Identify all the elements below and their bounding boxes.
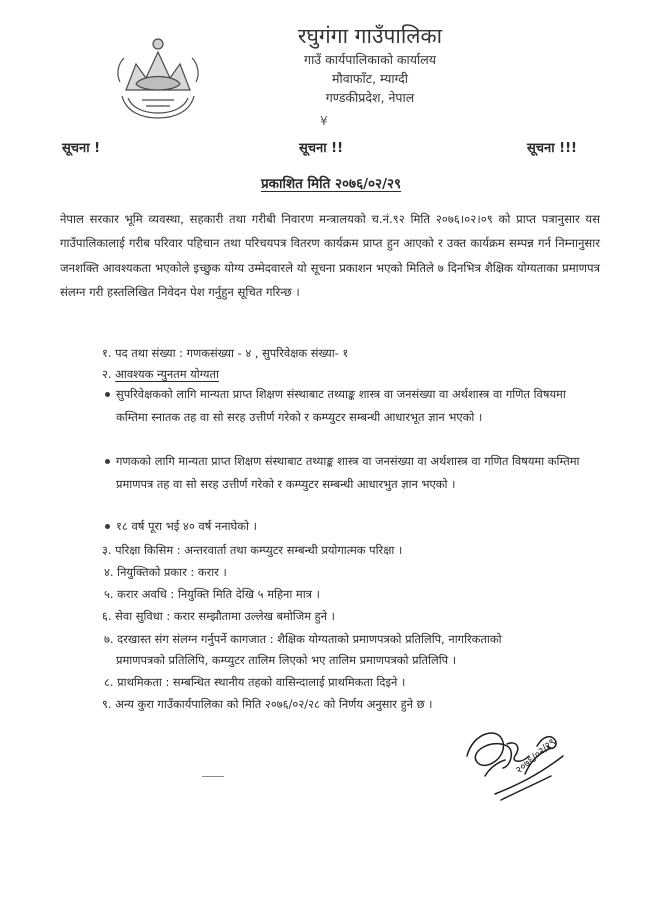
intro-paragraph: नेपाल सरकार भूमि व्यवस्था, सहकारी तथा गरीबी निवारण मन्त्रालयको च.नं.९२ मिति २०७६।०२।०९ को प्राप्त पत्रानुसार यस गाउँपालिकालाई गरीब परिवार पहिचान तथा परिचयपत्र वितरण कार्यक्रम प्राप्त हुन आएको र उक्त कार्यक्रम सम्पन्न गर्न निम्नानुसार जनशक्ति आवश्यकता भएकोले इच्छुक योग्य उम्मेदवारले यो सूचना प्रकाशन भएको मितिले ७ दिनभित्र शैक्षिक योग्यताका प्रमाणपत्र संलग्न गरी हस्तलिखित निवेदन पेश गर्नुहुन सूचित गरिन्छ । — [60, 212, 600, 300]
item-documents: ७. दरखास्त संग संलग्न गर्नुपर्ने कागजात : शैक्षिक योग्यताको प्रमाणपत्रको प्रतिलिपि, नागरिकताको — [104, 632, 502, 646]
item-other: ९. अन्य कुरा गाउँकार्यपालिका को मिति २०७६/०२/२८ को निर्णय अनुसार हुने छ । — [102, 697, 433, 711]
stray-mark: ¥ — [320, 114, 328, 128]
office-location: मौवाफाँट, म्याग्दी — [332, 71, 408, 86]
item-documents-cont: प्रमाणपत्रको प्रतिलिपि, कम्प्युटर तालिम लिएको भए तालिम प्रमाणपत्रको प्रतिलिपि । — [116, 653, 457, 667]
bullet-supervisor — [116, 383, 596, 429]
office-province: गण्डकीप्रदेश, नेपाल — [325, 90, 415, 105]
item-contract-duration: ५. करार अवधि : नियुक्ति मिति देखि ५ महिना मात्र । — [104, 587, 320, 601]
published-date-heading — [0, 174, 662, 192]
notice-banner-row — [0, 138, 662, 160]
notice-label-2: सूचना !! — [299, 141, 344, 156]
item-qualification — [102, 367, 219, 382]
office-header — [250, 22, 490, 107]
item-qualification-number: २. — [102, 367, 112, 381]
bullet-supervisor-text: सुपरिवेक्षकको लागि मान्यता प्राप्त शिक्षण संस्थाबाट तथ्याङ्क शास्त्र वा जनसंख्या वा अर्थशास्त्र वा गणित विषयमा कम्तिमा स्नातक तह वा सो सरह उत्तीर्ण गरेको र कम्प्युटर सम्बन्धी आधारभूत ज्ञान भएको । — [116, 387, 566, 424]
nepal-emblem-icon — [112, 34, 204, 122]
notice-label-3: सूचना !!! — [527, 141, 577, 156]
item-exam-type: ३. परिक्षा किसिम : अन्तरवार्ता तथा कम्प्युटर सम्बन्धी प्रयोगात्मक परिक्षा । — [102, 543, 403, 557]
item-post-count: १. पद तथा संख्या : गणकसंख्या - ४ , सुपरिवेक्षक संख्या- १ — [102, 346, 349, 360]
office-subtitle: गाउँ कार्यपालिकाको कार्यालय — [304, 52, 436, 67]
bullet-age — [116, 515, 596, 538]
item-appointment-type: ४. नियुक्तिको प्रकार : करार । — [104, 565, 227, 579]
bullet-dot — [105, 459, 110, 464]
item-qualification-heading: आवश्यक न्युनतम योग्यता — [115, 367, 219, 381]
handwritten-signature — [455, 716, 575, 816]
bullet-enumerator — [116, 450, 596, 496]
bullet-dot — [105, 524, 110, 529]
published-date: प्रकाशित मिति २०७६/०२/२९ — [260, 176, 402, 192]
footer-dash — [202, 776, 224, 777]
office-name: रघुगंगा गाउँपालिका — [297, 24, 443, 48]
bullet-age-text: १८ वर्ष पूरा भई ४० वर्ष ननाघेको । — [116, 519, 257, 533]
bullet-dot — [105, 392, 110, 397]
signature-date: २०७६/०२/२९ — [513, 736, 558, 777]
bullet-enumerator-text: गणकको लागि मान्यता प्राप्त शिक्षण संस्थाबाट तथ्याङ्क शास्त्र वा जनसंख्या वा अर्थशास्त्र वा गणित विषयमा कम्तिमा प्रमाणपत्र तह वा सो सरह उत्तीर्ण गरेको र कम्प्युटर सम्बन्धी आधारभुत ज्ञान भएको । — [116, 454, 580, 491]
item-priority: ८. प्राथमिकता : सम्बन्धित स्थानीय तहको वासिन्दालाई प्राथमिकता दिइने । — [104, 675, 406, 689]
item-facilities: ६. सेवा सुविधा : करार सम्झौतामा उल्लेख बमोजिम हुने । — [102, 609, 335, 623]
notice-label-1: सूचना ! — [62, 141, 101, 156]
